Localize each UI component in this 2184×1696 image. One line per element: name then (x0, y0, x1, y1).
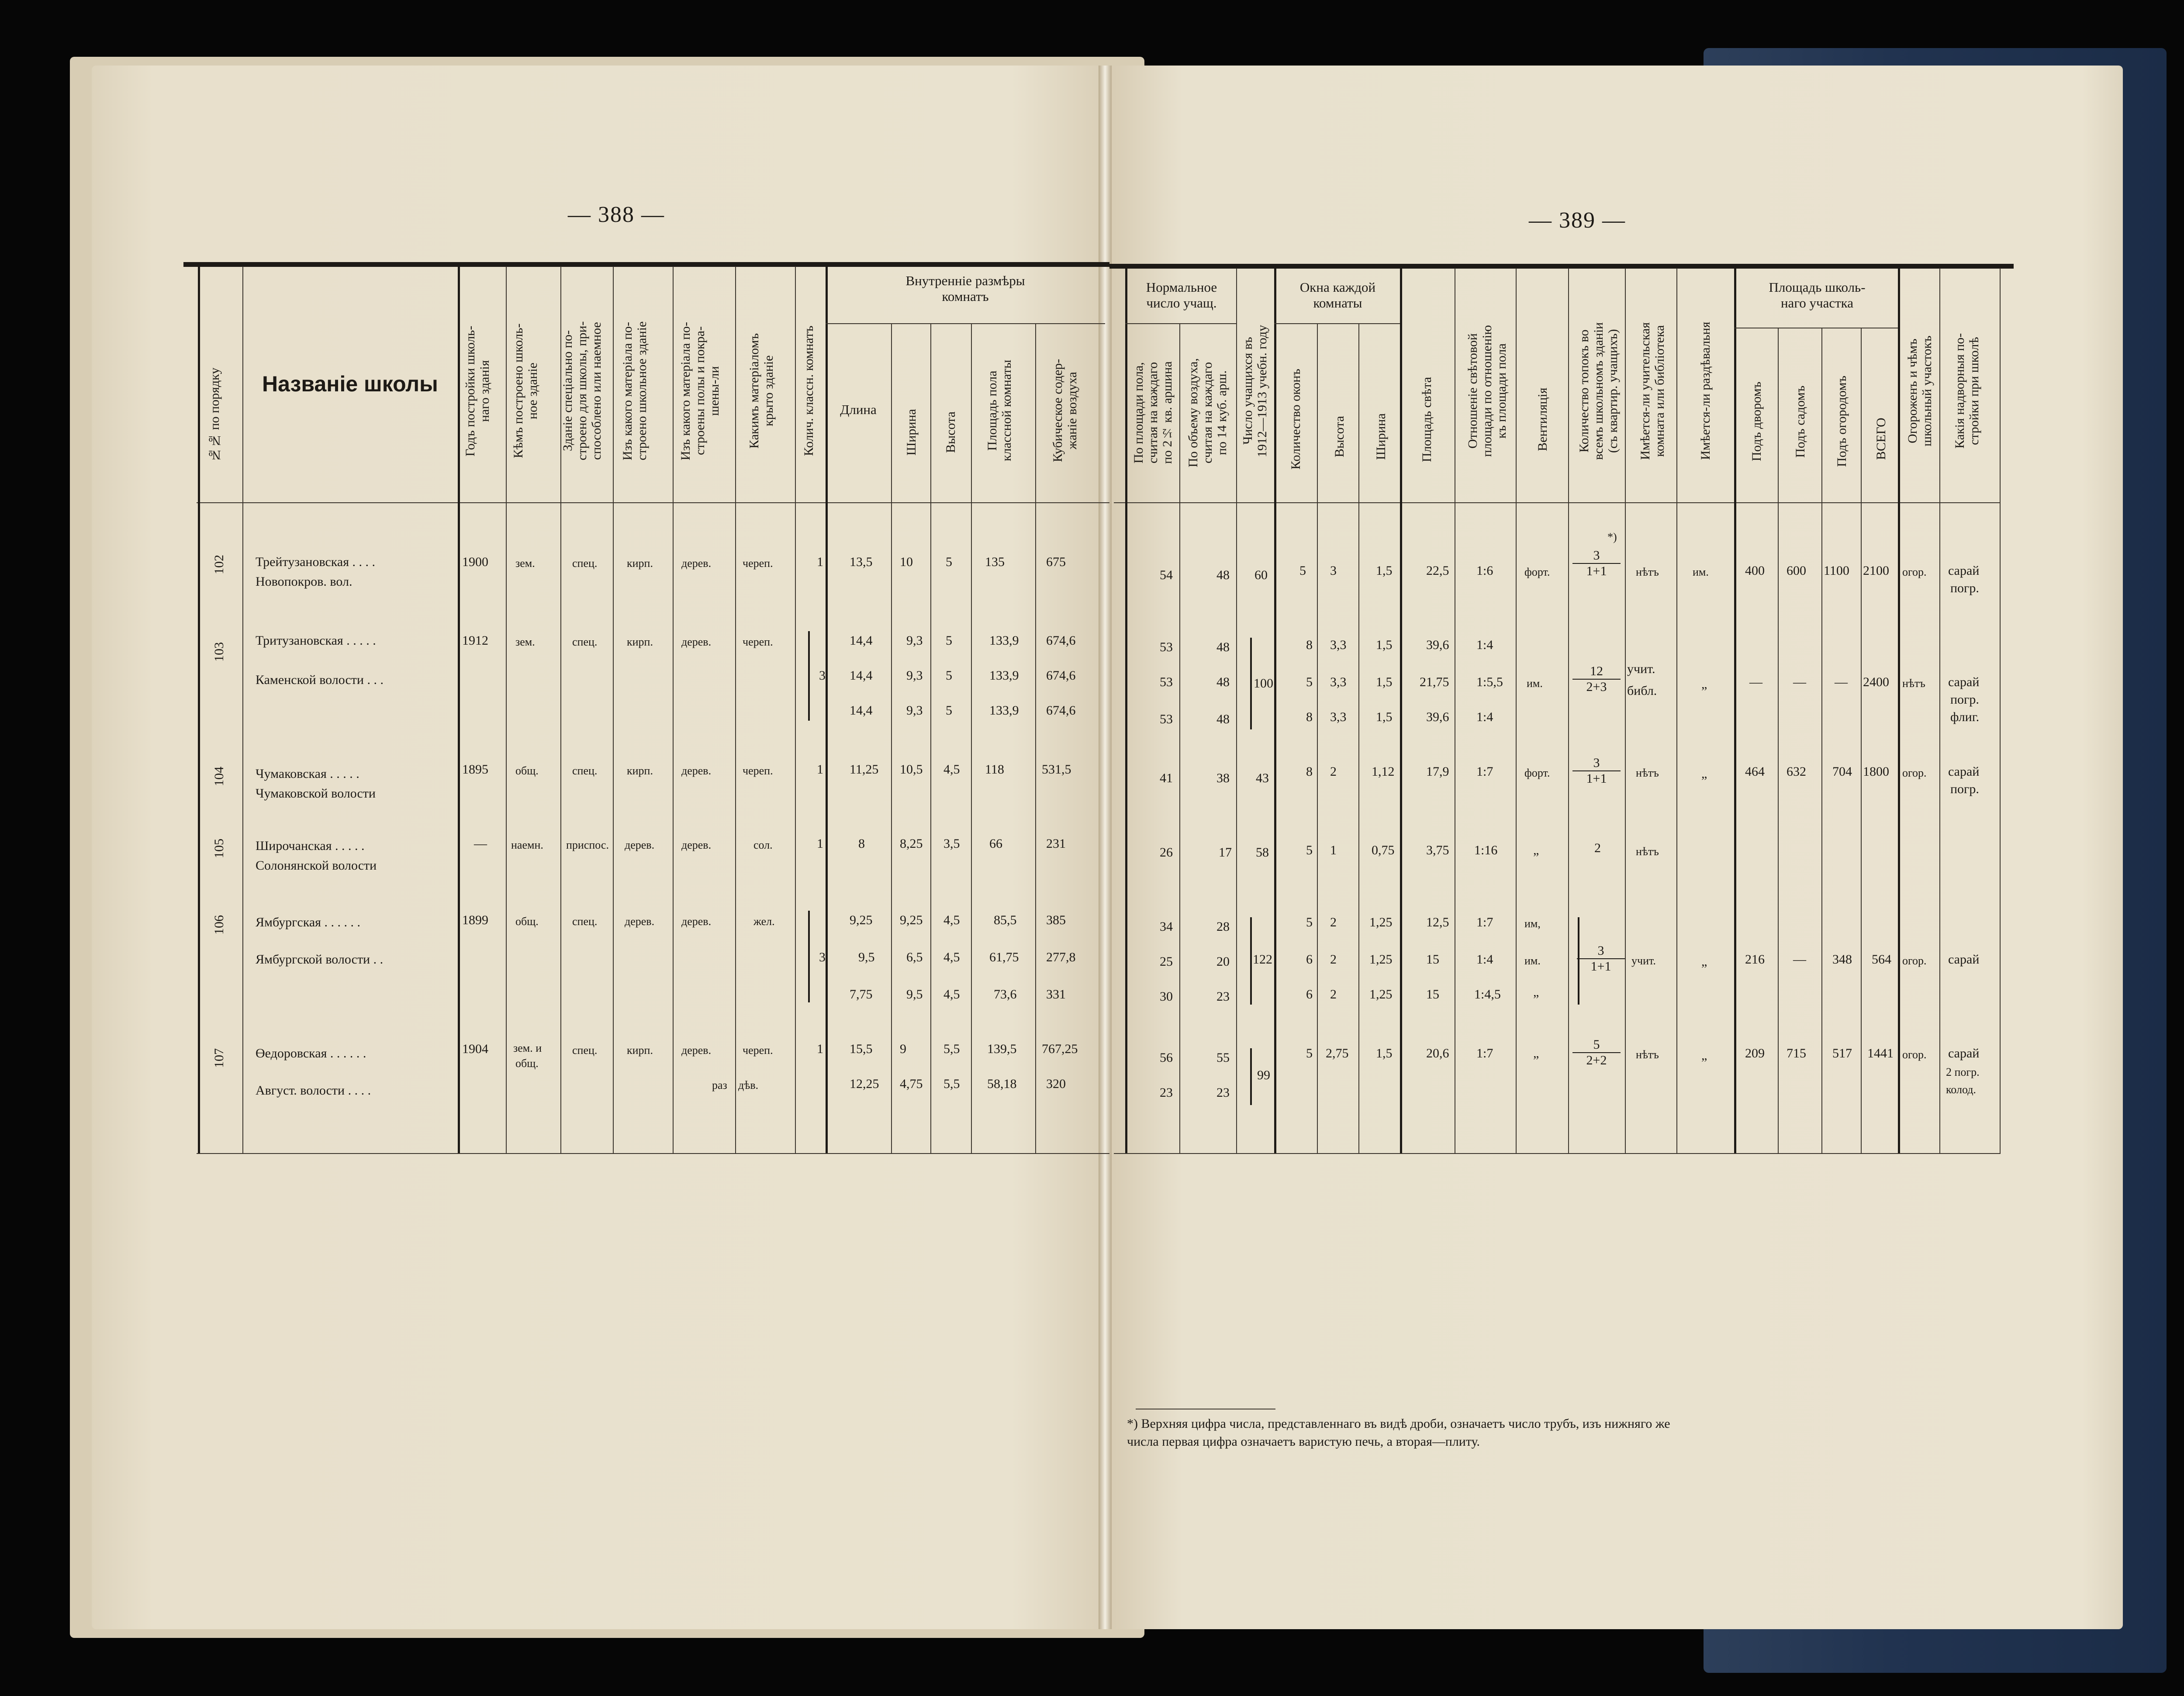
header-normal-pupils: Нормальное число учащ. (1146, 280, 1217, 311)
header-stove-count: Количество топокъ во всемъ школьномъ зданіи (съ квартир. учащихъ) (1577, 322, 1620, 460)
header-roof-material: Какимъ матеріаломъ крыто зданіе (747, 333, 776, 449)
header-building-material: Изъ какого матеріала по- строено школьное зданіе (620, 321, 649, 461)
header-floor-material: Изъ какого матеріала по- строены полы и покра- шены-ли (678, 321, 722, 460)
header-inner-dimensions: Внутренніе размѣры комнатъ (905, 273, 1025, 304)
header-pupil-count: Число учащихся въ 1912—1913 учебн. году (1241, 325, 1269, 457)
header-window-count: Количество оконъ (1289, 369, 1303, 470)
header-norm-by-volume: По объему воздуха, считая на каждаго по 14 куб. арш. (1186, 358, 1229, 467)
left-table-bottom-rule (197, 1153, 1109, 1154)
footnote: *) Верхняя цифра числа, представленнаго въ видѣ дроби, означаетъ число трубъ, изъ нижняго же числа первая цифра означаетъ варистую печь, а вторая—плиту. (1127, 1416, 1670, 1449)
header-window-height: Высота (1332, 416, 1347, 458)
header-window-width: Ширина (1374, 413, 1388, 460)
header-light-ratio: Отношеніе свѣтовой площади по отношенію къ площади пола (1465, 325, 1509, 457)
header-outbuildings: Какія надворныя по- стройки при школѣ (1952, 333, 1981, 449)
right-top-rule (1109, 264, 2014, 269)
header-fencing: Огороженъ и чѣмъ школьный участокъ (1905, 335, 1934, 446)
left-page-number: — 388 — (568, 202, 665, 227)
header-cloakroom: Имѣется-ли раздѣвальня (1698, 321, 1713, 460)
header-room-count: Колич. классн. комнатъ (802, 325, 816, 456)
header-year-built: Годъ постройки школь- наго зданія (463, 325, 492, 456)
header-garden: Подъ садомъ (1793, 385, 1807, 458)
header-air-volume: Кубическое содер- жаніе воздуха (1051, 359, 1079, 463)
header-yard: Подъ дворомъ (1749, 381, 1764, 462)
left-top-rule (183, 262, 1109, 267)
header-vegetable-garden: Подъ огородомъ (1835, 376, 1849, 467)
header-total: ВСЕГО (1874, 418, 1888, 460)
header-special-building: Зданіе спеціально по- строено для школы, при- способлено или наемное (560, 321, 604, 461)
header-length: Длина (840, 402, 877, 417)
right-page-number: — 389 — (1529, 208, 1626, 233)
header-height: Высота (943, 411, 958, 453)
right-table-bottom-rule (1114, 1153, 2001, 1154)
header-norm-by-area: По площади пола, считая на каждаго по 2½ кв. аршина (1131, 361, 1175, 464)
header-light-area: Площадь свѣта (1420, 377, 1434, 462)
left-header-rule (197, 502, 1109, 503)
right-header-rule (1114, 502, 2001, 503)
header-school-name: Названіе школы (262, 372, 438, 396)
header-plot-area: Площадь школь- наго участка (1769, 280, 1866, 311)
header-builder: Кѣмъ построено школь- ное зданіе (511, 323, 540, 459)
header-width: Ширина (904, 409, 919, 456)
header-teacher-room: Имѣется-ли учительская комната или библіотека (1638, 322, 1667, 460)
header-ventilation: Вентиляція (1535, 387, 1550, 451)
header-windows: Окна каждой комнаты (1299, 280, 1376, 311)
header-floor-area: Площадь пола классной комнаты (985, 359, 1014, 462)
header-number: №№ по порядку (207, 367, 222, 463)
